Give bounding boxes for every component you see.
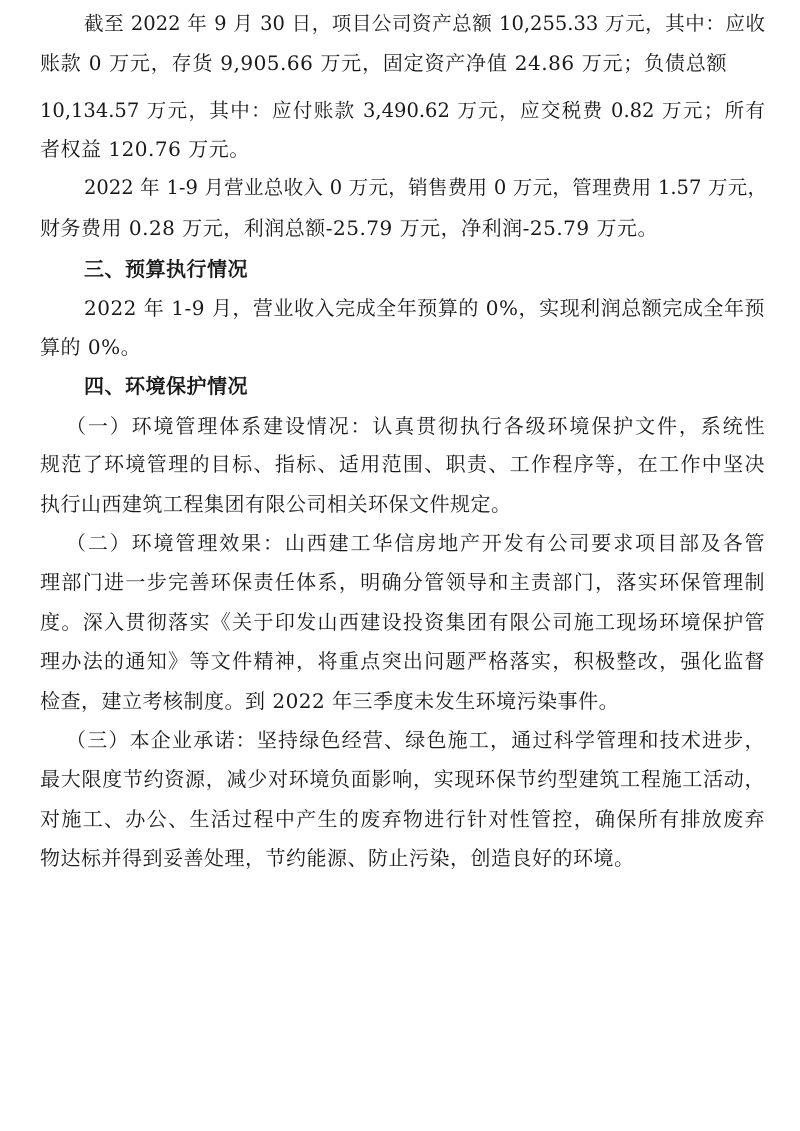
text-line: 规范了环境管理的目标、指标、适用范围、职责、工作程序等，在工作中坚决 (40, 452, 765, 476)
text-line: （三）本企业承诺：坚持绿色经营、绿色施工，通过科学管理和技术进步， (66, 728, 765, 752)
text-line: 者权益 120.76 万元。 (40, 137, 250, 161)
text-line: 最大限度节约资源，减少对环境负面影响，实现环保节约型建筑工程施工活动， (40, 767, 765, 791)
text-line: （二）环境管理效果：山西建工华信房地产开发有公司要求项目部及各管 (66, 531, 765, 555)
text-line: 检查，建立考核制度。到 2022 年三季度未发生环境污染事件。 (40, 689, 620, 713)
text-line: 度。深入贯彻落实《关于印发山西建设投资集团有限公司施工现场环境保护管 (40, 610, 765, 634)
text-line: 物达标并得到妥善处理，节约能源、防止污染，创造良好的环境。 (40, 846, 635, 870)
text-line: 2022 年 1-9 月，营业收入完成全年预算的 0%，实现利润总额完成全年预 (84, 296, 765, 320)
text-line: （一）环境管理体系建设情况：认真贯彻执行各级环境保护文件，系统性 (66, 414, 765, 438)
text-line: 截至 2022 年 9 月 30 日，项目公司资产总额 10,255.33 万元，其中：应收 (84, 12, 765, 35)
section-heading: 三、预算执行情况 (84, 257, 248, 281)
text-line: 10,134.57 万元，其中：应付账款 3,490.62 万元，应交税费 0.82 万元；所有 (40, 99, 765, 122)
text-line: 理部门进一步完善环保责任体系，明确分管领导和主责部门，落实环保管理制 (40, 570, 765, 594)
section-heading: 四、环境保护情况 (84, 374, 248, 398)
text-line: 财务费用 0.28 万元，利润总额-25.79 万元，净利润-25.79 万元。 (40, 216, 658, 240)
text-line: 理办法的通知》等文件精神，将重点突出问题严格落实，积极整改，强化监督 (40, 649, 765, 673)
text-line: 执行山西建筑工程集团有限公司相关环保文件规定。 (40, 492, 512, 516)
text-line: 算的 0%。 (40, 335, 142, 359)
text-line: 账款 0 万元，存货 9,905.66 万元，固定资产净值 24.86 万元；负债总额 (40, 51, 727, 75)
text-line: 对施工、办公、生活过程中产生的废弃物进行针对性管控，确保所有排放废弃 (40, 807, 765, 831)
text-line: 2022 年 1-9 月营业总收入 0 万元，销售费用 0 万元，管理费用 1.57 万元， (84, 176, 767, 199)
